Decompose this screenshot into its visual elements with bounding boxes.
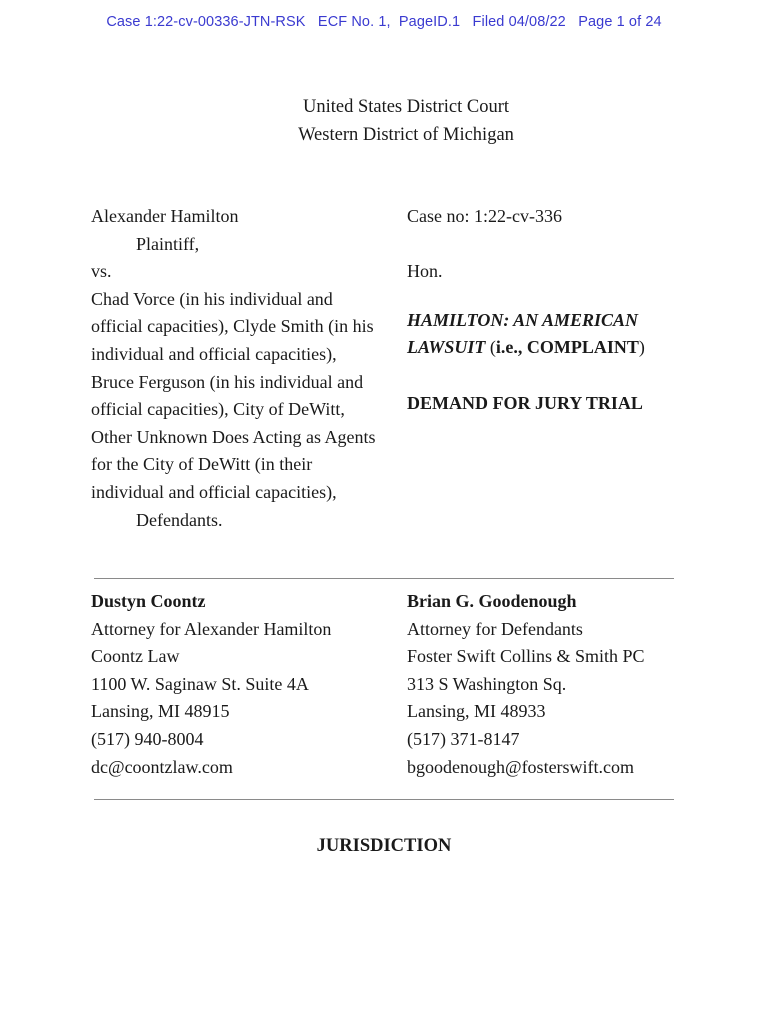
defendants-attorney-block xyxy=(407,588,707,781)
plaintiff-attorney-address: 1100 W. Saginaw St. Suite 4A xyxy=(91,673,309,694)
defendants-attorney-email: bgoodenough@fosterswift.com xyxy=(407,756,635,777)
plaintiff-role: Plaintiff, xyxy=(136,233,200,254)
defendants-attorney-address: 313 S Washington Sq. xyxy=(407,673,567,694)
plaintiff-attorney-email: dc@coontzlaw.com xyxy=(91,756,233,777)
plaintiff-attorney-phone: (517) 940-8004 xyxy=(91,728,204,749)
defendants-attorney-firm: Foster Swift Collins & Smith PC xyxy=(407,646,645,667)
divider-top xyxy=(94,578,674,579)
plaintiff-attorney-firm: Coontz Law xyxy=(91,646,180,667)
plaintiff-attorney-role: Attorney for Alexander Hamilton xyxy=(91,618,332,639)
court-line-2: Western District of Michigan xyxy=(298,125,514,145)
court-name xyxy=(200,93,612,149)
divider-bottom xyxy=(94,799,674,800)
plaintiff-attorney-name: Dustyn Coontz xyxy=(91,591,206,611)
case-info xyxy=(407,203,697,417)
section-heading-jurisdiction: JURISDICTION xyxy=(316,836,452,856)
defendants-attorney-city: Lansing, MI 48933 xyxy=(407,701,546,722)
plaintiff-name: Alexander Hamilton xyxy=(91,206,239,226)
defendants-attorney-name: Brian G. Goodenough xyxy=(407,591,577,611)
versus-label: vs. xyxy=(91,261,112,282)
case-number-label: Case no: xyxy=(407,206,470,226)
jury-demand: DEMAND FOR JURY TRIAL xyxy=(407,392,643,413)
document-title-italic: HAMILTON: AN AMERICAN LAWSUIT xyxy=(407,309,639,358)
defendants-list: Chad Vorce (in his individual and official capacities), Clyde Smith (in his individual and official capacities), Bruce Ferguson (in his individual and official capacities), City of DeWitt, Other Unknown Does Acting as Agents for the City of DeWitt (in their individual and official capacities), xyxy=(91,288,376,502)
judge-label: Hon. xyxy=(407,261,443,282)
document-title: HAMILTON: AN AMERICAN LAWSUIT (i.e., COMPLAINT) xyxy=(407,309,645,358)
defendants-role: Defendants. xyxy=(136,509,223,530)
defendants-attorney-role: Attorney for Defendants xyxy=(407,618,583,639)
case-number-line xyxy=(407,203,697,231)
defendants-attorney-phone: (517) 371-8147 xyxy=(407,728,520,749)
case-caption-parties xyxy=(91,203,381,534)
case-number-value: 1:22-cv-336 xyxy=(474,206,562,226)
document-title-subtitle: i.e., COMPLAINT xyxy=(495,337,639,358)
court-line-1: United States District Court xyxy=(302,97,510,117)
plaintiff-attorney-block xyxy=(91,588,391,781)
plaintiff-attorney-city: Lansing, MI 48915 xyxy=(91,701,230,722)
ecf-filing-header: Case 1:22-cv-00336-JTN-RSK ECF No. 1, PageID.1 Filed 04/08/22 Page 1 of 24 xyxy=(106,14,662,30)
